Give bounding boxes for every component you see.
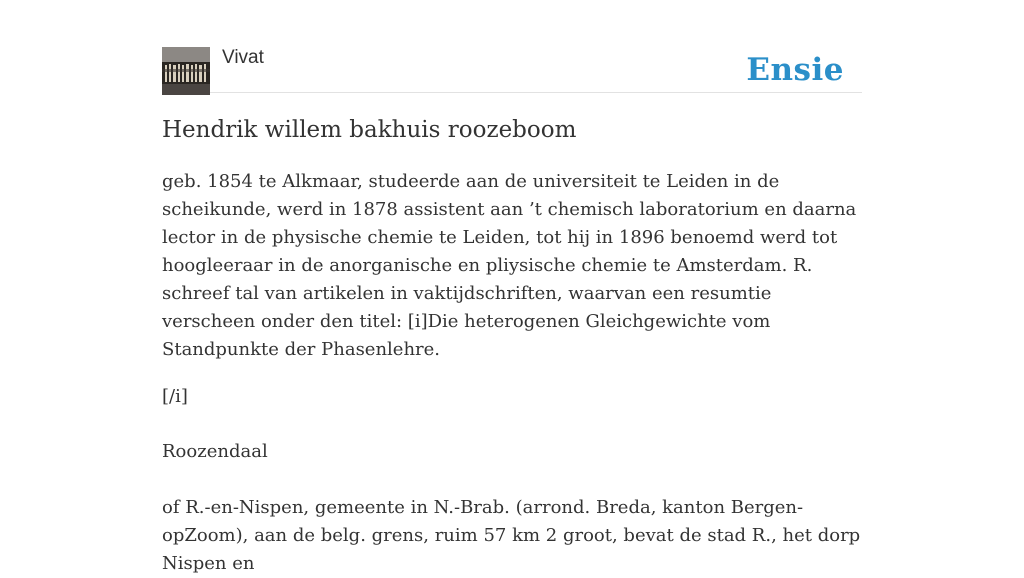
bookshelf-avatar-icon[interactable] [162,47,210,95]
article-body [162,168,862,578]
article-paragraph: [/i] [162,386,188,407]
article-paragraph: Roozendaal [162,441,268,462]
site-logo[interactable]: Ensie [746,52,844,88]
author-name[interactable]: Vivat [222,47,264,68]
page-title: Hendrik willem bakhuis roozeboom [162,117,577,143]
article-paragraph: geb. 1854 te Alkmaar, studeerde aan de universiteit te Leiden in de scheikunde, werd in 1878 assistent aan ’t chemisch laboratorium en daarna lector in de physische chemie te Leiden, tot hij in 1896 benoemd werd tot hoogleeraar in de anorganische en pliysische chemie te Amsterdam. R. schreef tal van artikelen in vaktijdschriften, waarvan een resumtie verscheen onder den titel: [i]Die heterogenen Gleichgewichte vom Standpunkte der Phasenlehre. [162,171,857,360]
article-paragraph: of R.-en-Nispen, gemeente in N.-Brab. (arrond. Breda, kanton Bergen-opZoom), aan de belg. grens, ruim 57 km 2 groot, bevat de stad R., het dorp Nispen en [162,497,861,574]
site-header [162,46,862,93]
